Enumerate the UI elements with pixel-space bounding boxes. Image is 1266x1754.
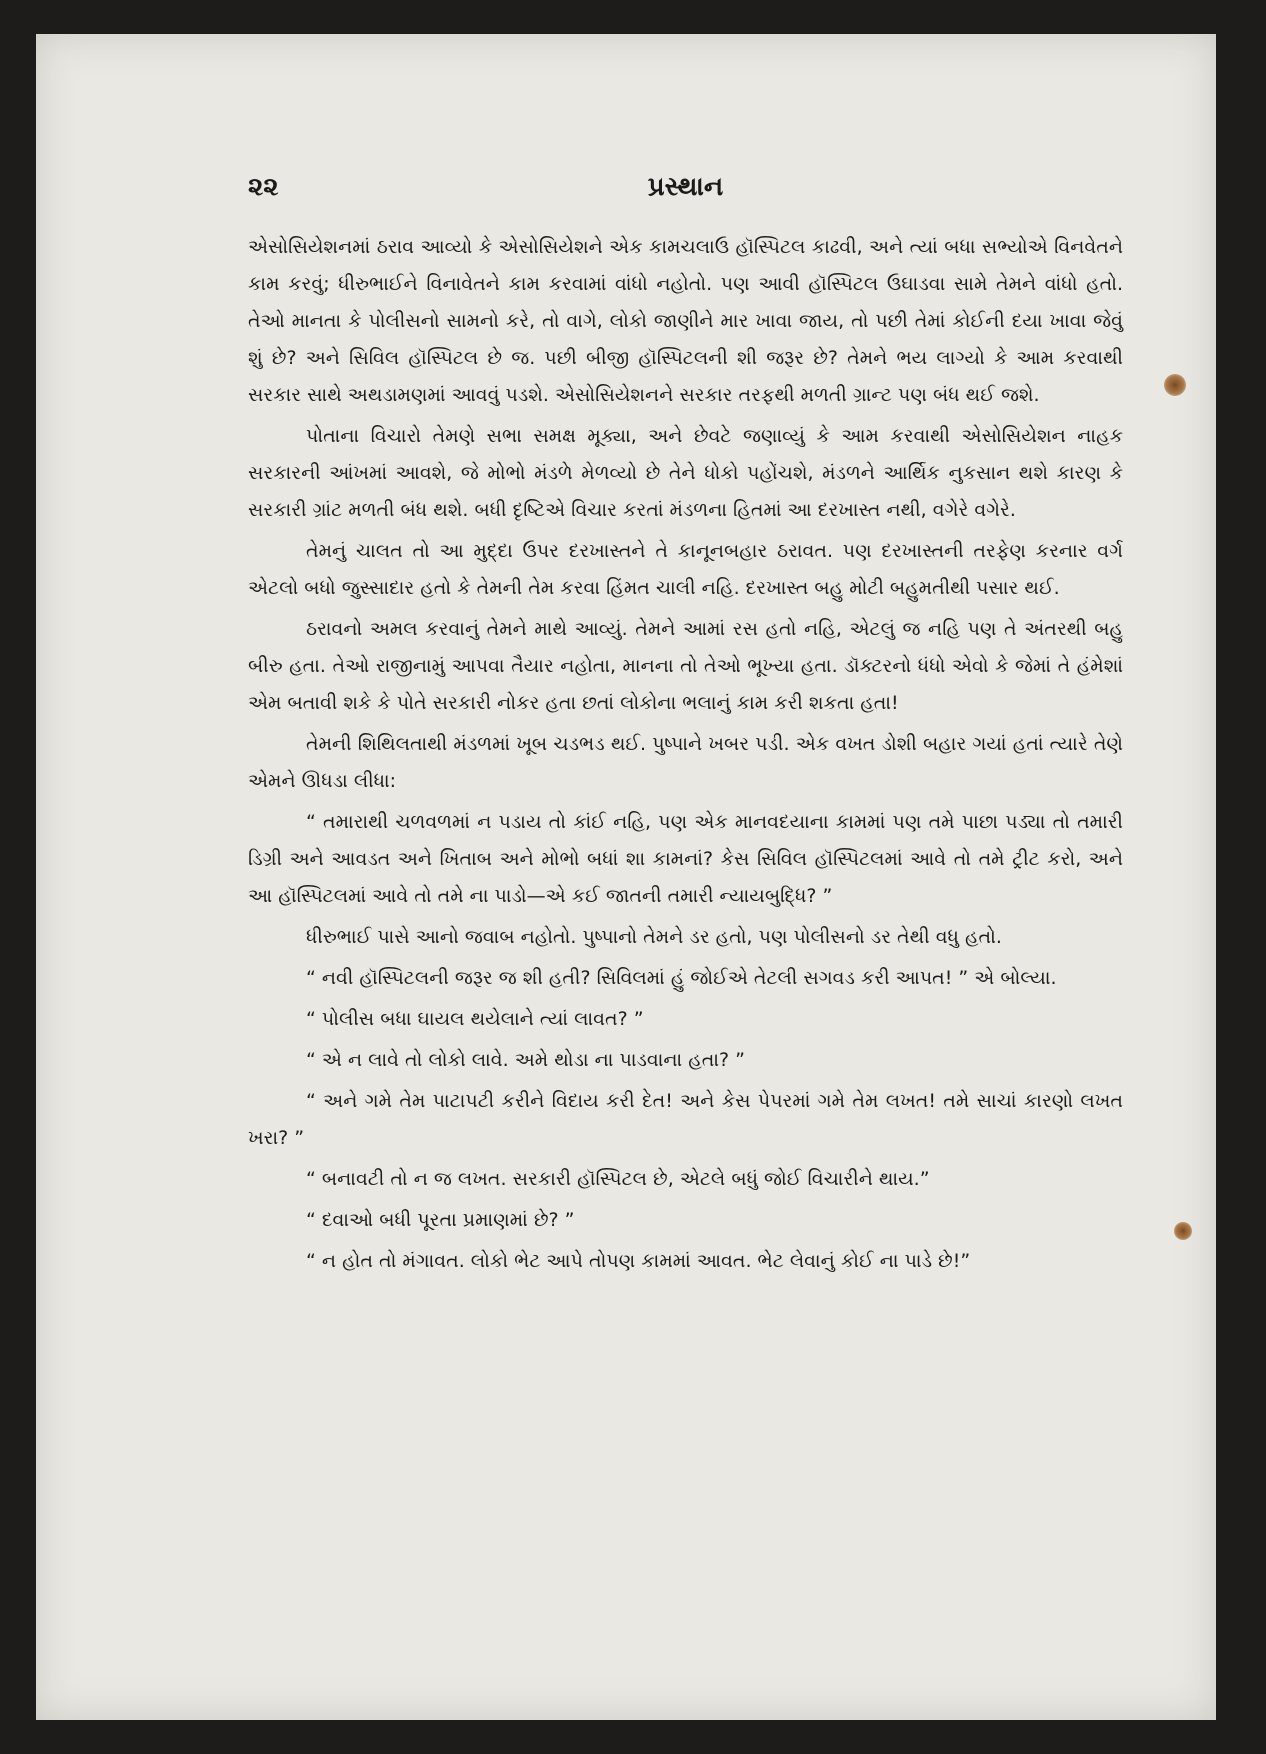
- dialogue-paragraph: “ અને ગમે તેમ પાટાપટી કરીને વિદાય કરી દેત! અને કેસ પેપરમાં ગમે તેમ લખત! તમે સાચાં કારણો લખત ખરા? ”: [248, 1090, 1123, 1149]
- body-text: [248, 229, 1123, 1284]
- paragraph: પોતાના વિચારો તેમણે સભા સમક્ષ મૂક્યા, અને છેવટે જણાવ્યું કે આમ કરવાથી એસોસિયેશન નાહક સરકારની આંખમાં આવશે, જે મોભો મંડળે મેળવ્યો છે તેને ધોકો પહોંચશે, મંડળને આર્થિક નુકસાન થશે કારણ કે સરકારી ગ્રાંટ મળતી બંધ થશે. બધી દૃષ્ટિએ વિચાર કરતાં મંડળના હિતમાં આ દરખાસ્ત નથી, વગેરે વગેરે.: [248, 425, 1123, 521]
- paragraph: તેમની શિથિલતાથી મંડળમાં ખૂબ ચડભડ થઈ. પુષ્પાને ખબર પડી. એક વખત ડોશી બહાર ગયાં હતાં ત્યારે તેણે એમને ઊધડા લીધા:: [248, 733, 1123, 792]
- paper-stain: [1164, 374, 1186, 396]
- page-header: [248, 172, 1123, 212]
- paper-stain: [1174, 1222, 1192, 1240]
- dialogue-paragraph: “ દવાઓ બધી પૂરતા પ્રમાણમાં છે? ”: [306, 1209, 575, 1231]
- paragraph: ઠરાવનો અમલ કરવાનું તેમને માથે આવ્યું. તેમને આમાં રસ હતો નહિ, એટલું જ નહિ પણ તે અંતરથી બહુ બીરુ હતા. તેઓ રાજીનામું આપવા તૈયાર નહોતા, માનના તો તેઓ ભૂખ્યા હતા. ડૉક્ટરનો ધંધો એવો કે જેમાં તે હંમેશાં એમ બતાવી શકે કે પોતે સરકારી નોકર હતા છતાં લોકોના ભલાનું કામ કરી શકતા હતા!: [248, 618, 1123, 714]
- paragraph: ધીરુભાઈ પાસે આનો જવાબ નહોતો. પુષ્પાનો તેમને ડર હતો, પણ પોલીસનો ડર તેથી વધુ હતો.: [306, 926, 1002, 948]
- dialogue-paragraph: “ નવી હૉસ્પિટલની જરૂર જ શી હતી? સિવિલમાં હું જોઈએ તેટલી સગવડ કરી આપત! ” એ બોલ્યા.: [306, 967, 1057, 989]
- running-title: પ્રસ્થાન: [647, 172, 724, 202]
- book-page: [36, 34, 1216, 1720]
- dialogue-paragraph: “ પોલીસ બધા ઘાયલ થયેલાને ત્યાં લાવત? ”: [306, 1008, 644, 1030]
- paragraph: એસોસિયેશનમાં ઠરાવ આવ્યો કે એસોસિયેશને એક કામચલાઉ હૉસ્પિટલ કાઢવી, અને ત્યાં બધા સભ્યોએ વિનવેતને કામ કરવું; ધીરુભાઈને વિનાવેતને કામ કરવામાં વાંધો નહોતો. પણ આવી હૉસ્પિટલ ઉઘાડવા સામે તેમને વાંધો હતો. તેઓ માનતા કે પોલીસનો સામનો કરે, તો વાગે, લોકો જાણીને માર ખાવા જાય, તો પછી તેમાં કોઈની દયા ખાવા જેવું શું છે? અને સિવિલ હૉસ્પિટલ છે જ. પછી બીજી હૉસ્પિટલની શી જરૂર છે? તેમને ભય લાગ્યો કે આમ કરવાથી સરકાર સાથે અથડામણમાં આવવું પડશે. એસોસિયેશનને સરકાર તરફથી મળતી ગ્રાન્ટ પણ બંધ થઈ જશે.: [248, 236, 1123, 406]
- dialogue-paragraph: “ બનાવટી તો ન જ લખત. સરકારી હૉસ્પિટલ છે, એટલે બધું જોઈ વિચારીને થાય.”: [306, 1168, 930, 1190]
- page-number: ૨૨: [248, 172, 279, 202]
- dialogue-paragraph: “ તમારાથી ચળવળમાં ન પડાય તો કાંઈ નહિ, પણ એક માનવદયાના કામમાં પણ તમે પાછા પડ્યા તો તમારી ડિગ્રી અને આવડત અને ખિતાબ અને મોભો બધાં શા કામનાં? કેસ સિવિલ હૉસ્પિટલમાં આવે તો તમે ટ્રીટ કરો, અને આ હૉસ્પિટલમાં આવે તો તમે ના પાડો—એ કઈ જાતની તમારી ન્યાયબુદ્ધિ? ”: [248, 811, 1123, 907]
- paragraph: તેમનું ચાલત તો આ મુદ્દા ઉપર દરખાસ્તને તે કાનૂનબહાર ઠરાવત. પણ દરખાસ્તની તરફેણ કરનાર વર્ગ એટલો બધો જુસ્સાદાર હતો કે તેમની તેમ કરવા હિંમત ચાલી નહિ. દરખાસ્ત બહુ મોટી બહુમતીથી પસાર થઈ.: [248, 540, 1123, 599]
- dialogue-paragraph: “ એ ન લાવે તો લોકો લાવે. અમે થોડા ના પાડવાના હતા? ”: [306, 1049, 745, 1071]
- dialogue-paragraph: “ ન હોત તો મંગાવત. લોકો ભેટ આપે તોપણ કામમાં આવત. ભેટ લેવાનું કોઈ ના પાડે છે!”: [306, 1250, 971, 1272]
